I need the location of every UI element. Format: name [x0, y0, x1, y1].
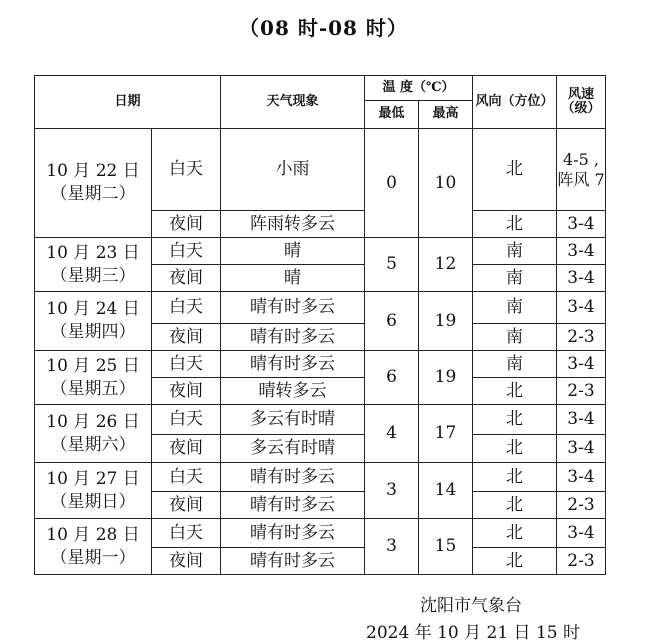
day-wind-speed: 3-4	[557, 463, 606, 492]
weekday-label: （星期日）	[50, 491, 136, 512]
period-night-label: 夜间	[152, 548, 221, 575]
day-wind-speed: 3-4	[557, 405, 606, 435]
temp-max: 19	[419, 351, 473, 405]
period-day-label: 白天	[152, 238, 221, 265]
date-cell	[35, 405, 152, 463]
temp-min: 3	[365, 519, 419, 575]
header-temp-max: 最高	[419, 101, 473, 129]
day-wind-direction: 南	[473, 238, 557, 265]
night-wind-speed: 3-4	[557, 211, 606, 238]
weekday-label: （星期三）	[50, 265, 136, 286]
weekday-label: （星期一）	[50, 547, 136, 568]
night-weather: 阵雨转多云	[221, 211, 365, 238]
date-label: 10 月 25 日	[46, 355, 140, 376]
header-temperature: 温 度（℃）	[365, 76, 473, 101]
temp-max: 17	[419, 405, 473, 463]
header-temp-min: 最低	[365, 101, 419, 129]
period-day-label: 白天	[152, 351, 221, 378]
night-wind-speed: 3-4	[557, 265, 606, 292]
temp-min: 6	[365, 292, 419, 351]
table-row	[35, 292, 606, 324]
date-cell	[35, 129, 152, 238]
day-wind-direction: 北	[473, 405, 557, 435]
day-wind-speed: 3-4	[557, 238, 606, 265]
period-night-label: 夜间	[152, 435, 221, 463]
period-day-label: 白天	[152, 292, 221, 324]
day-wind-speed: 3-4	[557, 351, 606, 378]
period-night-label: 夜间	[152, 265, 221, 292]
date-cell	[35, 519, 152, 575]
night-wind-direction: 北	[473, 378, 557, 405]
night-wind-direction: 北	[473, 492, 557, 519]
temp-max: 12	[419, 238, 473, 292]
night-weather: 晴有时多云	[221, 492, 365, 519]
night-wind-direction: 南	[473, 265, 557, 292]
period-night-label: 夜间	[152, 378, 221, 405]
period-night-label: 夜间	[152, 492, 221, 519]
day-weather: 晴有时多云	[221, 351, 365, 378]
date-label: 10 月 27 日	[46, 468, 140, 489]
night-weather: 多云有时晴	[221, 435, 365, 463]
header-date: 日期	[35, 76, 221, 129]
header-wind-speed: 风速（级）	[557, 76, 606, 129]
day-wind-speed: 3-4	[557, 292, 606, 324]
temp-min: 0	[365, 129, 419, 238]
day-weather: 晴有时多云	[221, 519, 365, 548]
temp-min: 3	[365, 463, 419, 519]
day-wind-direction: 南	[473, 292, 557, 324]
table-row	[35, 351, 606, 378]
table-row	[35, 238, 606, 265]
day-wind-direction: 北	[473, 463, 557, 492]
issuing-office: 沈阳市气象台	[420, 596, 522, 616]
day-weather: 晴	[221, 238, 365, 265]
date-label: 10 月 23 日	[46, 242, 140, 263]
period-night-label: 夜间	[152, 324, 221, 351]
night-weather: 晴有时多云	[221, 548, 365, 575]
day-weather: 晴有时多云	[221, 463, 365, 492]
night-weather: 晴有时多云	[221, 324, 365, 351]
period-day-label: 白天	[152, 405, 221, 435]
period-day-label: 白天	[152, 463, 221, 492]
weekday-label: （星期五）	[50, 378, 136, 399]
date-label: 10 月 26 日	[46, 411, 140, 432]
weekday-label: （星期四）	[50, 322, 136, 342]
night-wind-speed: 2-3	[557, 492, 606, 519]
night-wind-speed: 2-3	[557, 548, 606, 575]
table-row	[35, 129, 606, 211]
night-wind-speed: 3-4	[557, 435, 606, 463]
date-label: 10 月 28 日	[46, 524, 140, 545]
date-cell	[35, 351, 152, 405]
period-day-label: 白天	[152, 129, 221, 211]
table-row	[35, 519, 606, 548]
temp-max: 14	[419, 463, 473, 519]
date-label: 10 月 24 日	[46, 299, 140, 320]
issue-time: 2024 年 10 月 21 日 15 时	[366, 623, 580, 643]
period-day-label: 白天	[152, 519, 221, 548]
header-weather: 天气现象	[221, 76, 365, 129]
day-weather: 多云有时晴	[221, 405, 365, 435]
weekday-label: （星期六）	[50, 434, 136, 455]
temp-min: 6	[365, 351, 419, 405]
table-row	[35, 405, 606, 435]
day-wind-direction: 南	[473, 351, 557, 378]
night-wind-direction: 北	[473, 211, 557, 238]
date-cell	[35, 463, 152, 519]
period-night-label: 夜间	[152, 211, 221, 238]
day-wind-direction: 北	[473, 129, 557, 211]
night-wind-speed: 2-3	[557, 324, 606, 351]
date-cell	[35, 292, 152, 351]
night-wind-speed: 2-3	[557, 378, 606, 405]
date-cell	[35, 238, 152, 292]
day-wind-speed: 4-5 ,阵风 7	[557, 129, 606, 211]
forecast-table	[34, 75, 606, 575]
day-wind-speed: 3-4	[557, 519, 606, 548]
night-weather: 晴转多云	[221, 378, 365, 405]
temp-min: 5	[365, 238, 419, 292]
temp-max: 19	[419, 292, 473, 351]
temp-min: 4	[365, 405, 419, 463]
night-wind-direction: 北	[473, 435, 557, 463]
weekday-label: （星期二）	[50, 184, 136, 204]
day-weather: 小雨	[221, 129, 365, 211]
temp-max: 10	[419, 129, 473, 238]
day-weather: 晴有时多云	[221, 292, 365, 324]
night-weather: 晴	[221, 265, 365, 292]
night-wind-direction: 北	[473, 548, 557, 575]
forecast-body	[35, 129, 606, 575]
table-row	[35, 463, 606, 492]
temp-max: 15	[419, 519, 473, 575]
page-title: （08 时-08 时）	[239, 16, 408, 40]
night-wind-direction: 南	[473, 324, 557, 351]
day-wind-direction: 北	[473, 519, 557, 548]
date-label: 10 月 22 日	[46, 161, 140, 182]
header-wind-direction: 风向（方位）	[473, 76, 557, 129]
